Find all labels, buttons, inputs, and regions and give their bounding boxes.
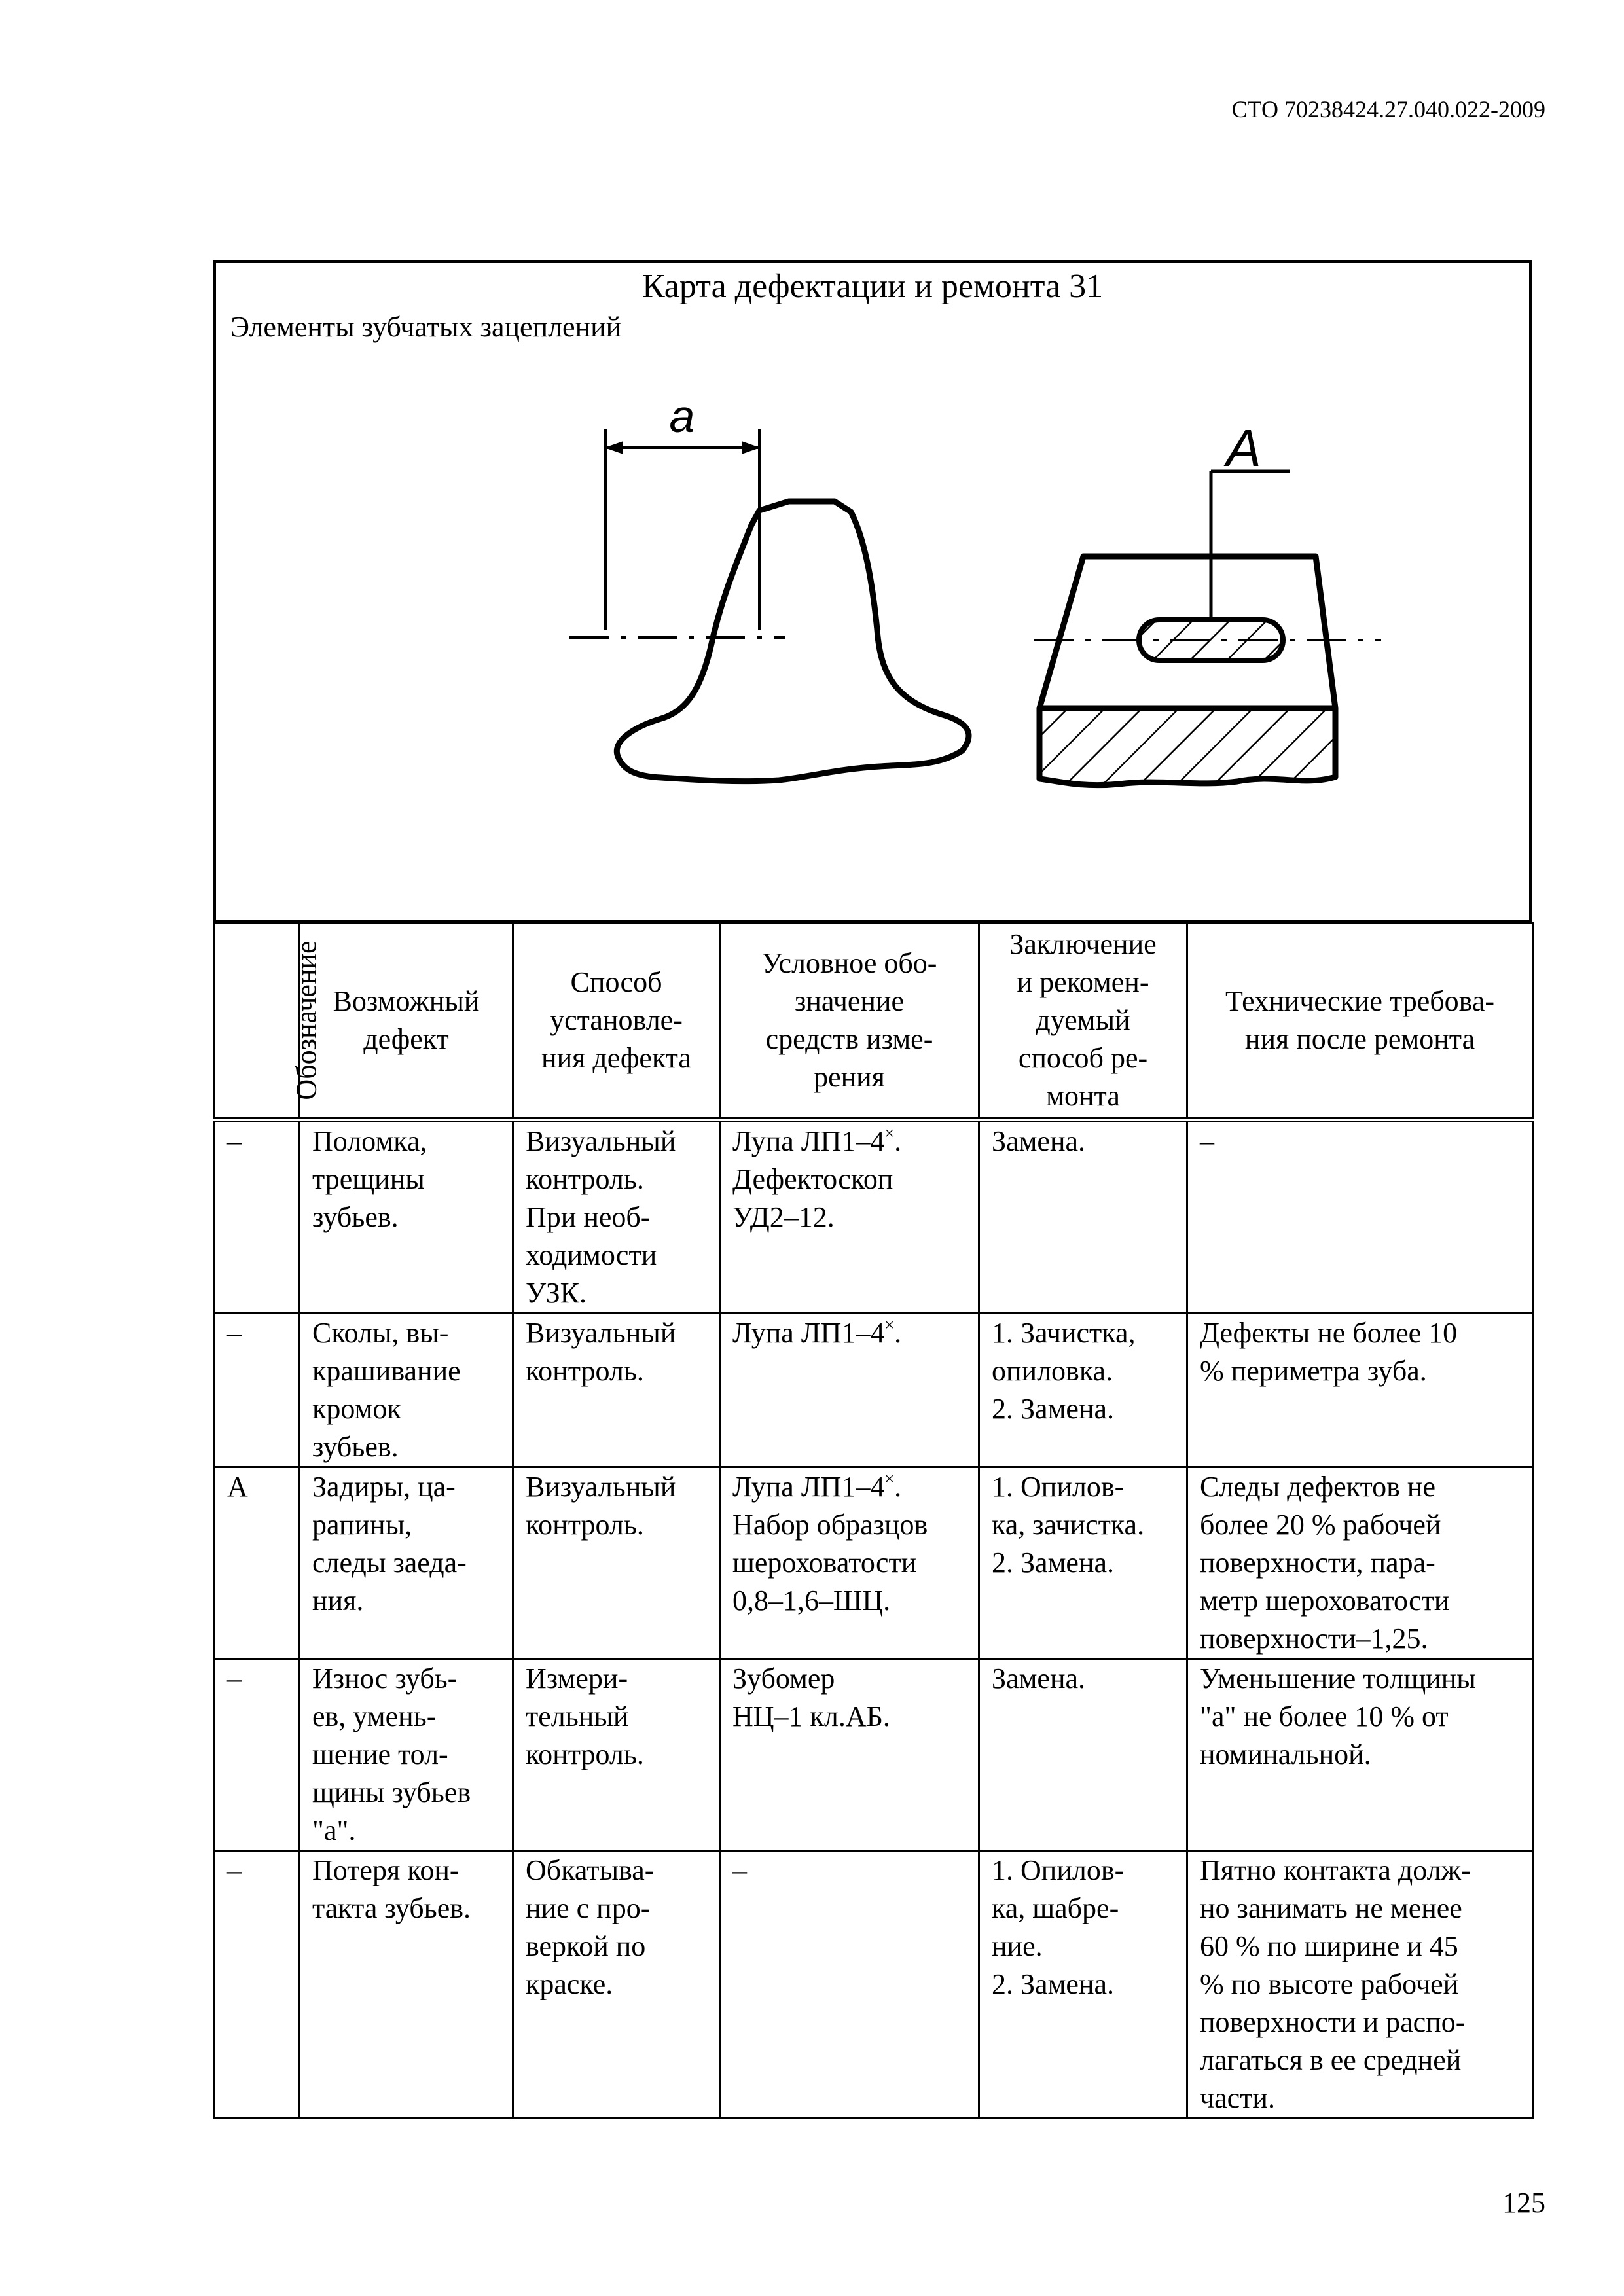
cell-requirements (1187, 1120, 1533, 1314)
conclusion-line: 2. Замена. (992, 1968, 1115, 2000)
defect-line: Потеря кон- (312, 1854, 460, 1886)
requirements-line: но занимать не менее (1200, 1892, 1462, 1924)
means-line: Лупа ЛП1–4 (732, 1125, 885, 1157)
conclusion-line: 1. Опилов- (992, 1854, 1125, 1886)
conclusion-line: ка, шабре- (992, 1892, 1119, 1924)
method-line: При необ- (526, 1201, 651, 1233)
magnification-mark: × (884, 1124, 895, 1143)
requirements-line: 60 % по ширине и 45 (1200, 1930, 1458, 1962)
designation-line: А (227, 1471, 248, 1503)
tooth-section (1034, 471, 1381, 785)
tooth-profile (617, 501, 969, 781)
card-title: Карта дефектации и ремонта 31 (641, 268, 1104, 305)
cell-requirements (1187, 1851, 1533, 2119)
conclusion-line: ка, зачистка. (992, 1509, 1145, 1541)
conclusion-line: Замена. (992, 1125, 1086, 1157)
designation-line: – (227, 1662, 242, 1695)
card-subtitle: Элементы зубчатых зацеплений (230, 311, 622, 343)
defect-line: трещины (312, 1163, 425, 1195)
requirements-line: поверхности, пара- (1200, 1547, 1435, 1579)
defects-table (213, 922, 1534, 2119)
cell-designation (215, 1659, 300, 1851)
means-line: – (732, 1854, 747, 1886)
defect-line: Сколы, вы- (312, 1317, 449, 1349)
method-line: контроль. (526, 1163, 644, 1195)
cell-means (720, 1314, 979, 1467)
method-line: краске. (526, 1968, 613, 2000)
means-line: Лупа ЛП1–4 (732, 1471, 885, 1503)
method-line: тельный (526, 1700, 629, 1732)
cell-defect (300, 1659, 513, 1851)
table-row (215, 1851, 1533, 2119)
cell-conclusion (979, 1659, 1187, 1851)
method-line: УЗК. (526, 1277, 586, 1309)
designation-line: – (227, 1317, 242, 1349)
header-method: Способ установле- ния дефекта (513, 923, 720, 1121)
requirements-line: "а" не более 10 % от (1200, 1700, 1449, 1732)
cell-method (513, 1120, 720, 1314)
section-a-label: A (1226, 419, 1261, 477)
cell-means (720, 1120, 979, 1314)
means-line: 0,8–1,6–ШЦ. (732, 1585, 891, 1617)
method-line: контроль. (526, 1509, 644, 1541)
defect-line: ния. (312, 1585, 364, 1617)
page-number: 125 (1502, 2187, 1545, 2219)
dimension-a-label: a (669, 391, 695, 442)
table-body (215, 1120, 1533, 2119)
cell-method (513, 1314, 720, 1467)
means-line: Лупа ЛП1–4 (732, 1317, 885, 1349)
header-means: Условное обо- значение средств изме- рения (720, 923, 979, 1121)
cell-method (513, 1467, 720, 1659)
cell-means (720, 1659, 979, 1851)
conclusion-line: 2. Замена. (992, 1547, 1115, 1579)
method-line: Измери- (526, 1662, 628, 1695)
cell-designation (215, 1120, 300, 1314)
requirements-line: % по высоте рабочей (1200, 1968, 1459, 2000)
requirements-line: метр шероховатости (1200, 1585, 1450, 1617)
requirements-line: Следы дефектов не (1200, 1471, 1435, 1503)
defect-line: следы заеда- (312, 1547, 467, 1579)
defect-line: Задиры, ца- (312, 1471, 456, 1503)
cell-requirements (1187, 1467, 1533, 1659)
method-line: ходимости (526, 1239, 657, 1271)
cell-method (513, 1851, 720, 2119)
cell-designation (215, 1314, 300, 1467)
header-designation: Обозначение (215, 923, 300, 1121)
means-line: шероховатости (732, 1547, 917, 1579)
conclusion-line: опиловка. (992, 1355, 1113, 1387)
defect-line: "а". (312, 1814, 356, 1846)
defect-line: Износ зубь- (312, 1662, 458, 1695)
requirements-line: Пятно контакта долж- (1200, 1854, 1471, 1886)
requirements-line: поверхности–1,25. (1200, 1623, 1428, 1655)
means-suffix: . (894, 1471, 902, 1503)
defect-card (213, 260, 1532, 923)
requirements-line: – (1200, 1125, 1214, 1157)
defect-line: рапины, (312, 1509, 412, 1541)
defect-line: зубьев. (312, 1431, 399, 1463)
requirements-line: Уменьшение толщины (1200, 1662, 1476, 1695)
table-row (215, 1659, 1533, 1851)
means-line: Набор образцов (732, 1509, 928, 1541)
cell-defect (300, 1120, 513, 1314)
method-line: Визуальный (526, 1471, 676, 1503)
requirements-line: более 20 % рабочей (1200, 1509, 1441, 1541)
cell-conclusion (979, 1120, 1187, 1314)
method-line: контроль. (526, 1355, 644, 1387)
magnification-mark: × (884, 1469, 895, 1488)
dimension-a (569, 429, 785, 637)
cell-designation (215, 1851, 300, 2119)
gear-tooth-drawing (216, 263, 1534, 925)
defect-line: такта зубьев. (312, 1892, 471, 1924)
means-line: Зубомер (732, 1662, 835, 1695)
requirements-line: части. (1200, 2082, 1275, 2114)
cell-means (720, 1851, 979, 2119)
requirements-line: поверхности и распо- (1200, 2006, 1466, 2038)
defect-line: зубьев. (312, 1201, 399, 1233)
method-line: ние с про- (526, 1892, 651, 1924)
defect-line: кромок (312, 1393, 401, 1425)
designation-line: – (227, 1854, 242, 1886)
requirements-line: лагаться в ее средней (1200, 2044, 1462, 2076)
conclusion-line: Замена. (992, 1662, 1086, 1695)
means-suffix: . (894, 1125, 902, 1157)
conclusion-line: 1. Зачистка, (992, 1317, 1136, 1349)
header-requirements: Технические требова- ния после ремонта (1187, 923, 1533, 1121)
cell-requirements (1187, 1659, 1533, 1851)
conclusion-line: 2. Замена. (992, 1393, 1115, 1425)
means-suffix: . (894, 1317, 902, 1349)
designation-line: – (227, 1125, 242, 1157)
cell-designation (215, 1467, 300, 1659)
cell-defect (300, 1851, 513, 2119)
defect-line: ев, умень- (312, 1700, 437, 1732)
method-line: Обкатыва- (526, 1854, 655, 1886)
method-line: контроль. (526, 1738, 644, 1770)
header-conclusion: Заключение и рекомен- дуемый способ ре- монта (979, 923, 1187, 1121)
cell-requirements (1187, 1314, 1533, 1467)
method-line: веркой по (526, 1930, 646, 1962)
conclusion-line: ние. (992, 1930, 1043, 1962)
table-row (215, 1120, 1533, 1314)
table-row (215, 1467, 1533, 1659)
table-row (215, 1314, 1533, 1467)
means-line: НЦ–1 кл.АБ. (732, 1700, 890, 1732)
cell-conclusion (979, 1851, 1187, 2119)
defect-line: шение тол- (312, 1738, 448, 1770)
defect-line: крашивание (312, 1355, 461, 1387)
magnification-mark: × (884, 1316, 895, 1335)
method-line: Визуальный (526, 1125, 676, 1157)
cell-defect (300, 1314, 513, 1467)
cell-method (513, 1659, 720, 1851)
cell-means (720, 1467, 979, 1659)
requirements-line: % периметра зуба. (1200, 1355, 1427, 1387)
means-line: УД2–12. (732, 1201, 835, 1233)
requirements-line: Дефекты не более 10 (1200, 1317, 1458, 1349)
defect-line: Поломка, (312, 1125, 427, 1157)
conclusion-line: 1. Опилов- (992, 1471, 1125, 1503)
cell-conclusion (979, 1314, 1187, 1467)
cell-defect (300, 1467, 513, 1659)
document-code: СТО 70238424.27.040.022-2009 (1231, 96, 1545, 122)
table-header-row (215, 923, 1533, 1121)
requirements-line: номинальной. (1200, 1738, 1371, 1770)
cell-conclusion (979, 1467, 1187, 1659)
defect-line: щины зубьев (312, 1776, 471, 1808)
method-line: Визуальный (526, 1317, 676, 1349)
header-defect: Возможный дефект (300, 923, 513, 1121)
means-line: Дефектоскоп (732, 1163, 893, 1195)
